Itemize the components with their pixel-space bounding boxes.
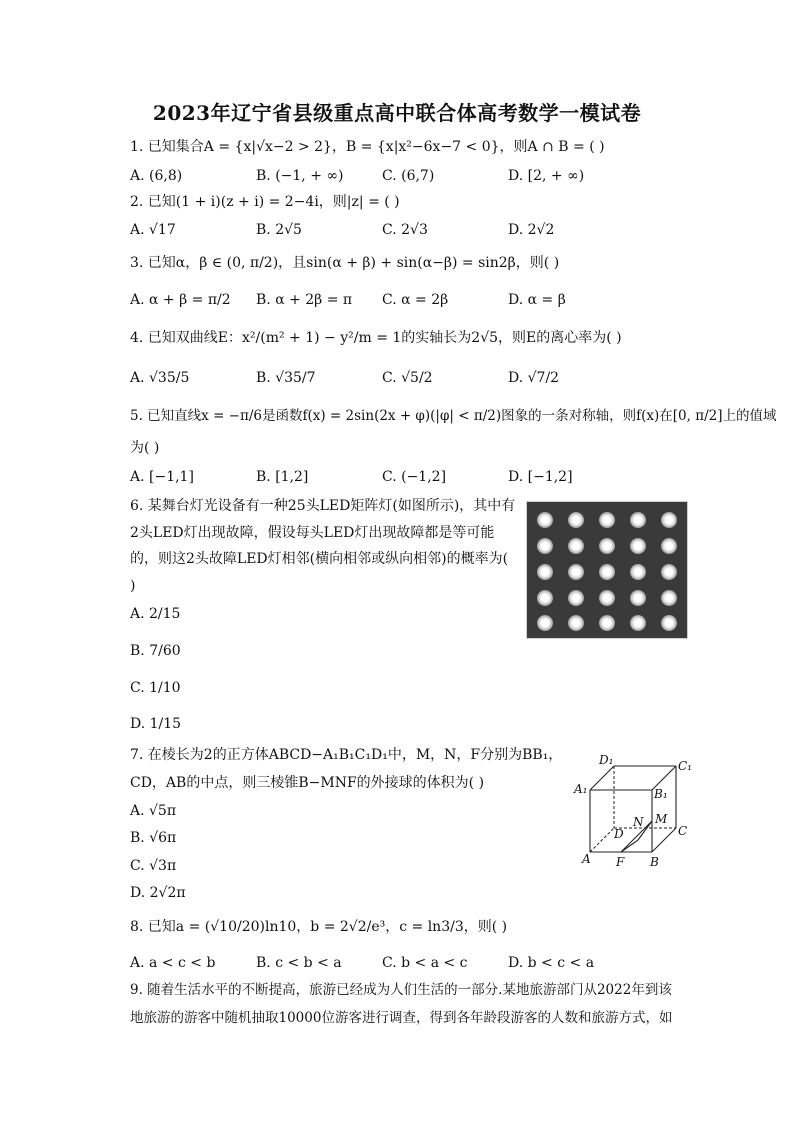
led-dot	[599, 538, 615, 554]
q5-option-b: B. [1,2]	[256, 469, 309, 485]
label-m: M	[655, 812, 668, 826]
led-dot	[599, 512, 615, 528]
led-dot	[568, 590, 584, 606]
q1-option-a: A. (6,8)	[130, 168, 183, 184]
q3-option-a: A. α + β = π/2	[130, 292, 231, 308]
question-5-stem-cont: 为( )	[130, 440, 160, 456]
question-7-stem-cont: CD，AB的中点，则三棱锥B−MNF的外接球的体积为( )	[130, 775, 485, 791]
led-dot	[661, 564, 677, 580]
q6-option-c: C. 1/10	[130, 680, 181, 696]
q7-option-c: C. √3π	[130, 858, 177, 874]
q4-option-d: D. √7/2	[508, 370, 560, 386]
q3-option-c: C. α = 2β	[382, 292, 449, 308]
led-dot	[661, 590, 677, 606]
led-dot	[537, 615, 553, 631]
label-n: N	[633, 815, 644, 829]
led-dot	[537, 538, 553, 554]
q6-option-b: B. 7/60	[130, 643, 181, 659]
led-dot	[568, 538, 584, 554]
q5-option-c: C. (−1,2]	[382, 469, 447, 485]
led-dot	[599, 590, 615, 606]
led-dot	[630, 538, 646, 554]
q1-option-d: D. [2, + ∞)	[508, 168, 585, 184]
led-dot	[630, 615, 646, 631]
led-dot	[630, 590, 646, 606]
q4-option-b: B. √35/7	[256, 370, 316, 386]
question-7-stem: 7. 在棱长为2的正方体ABCD−A₁B₁C₁D₁中，M，N，F分别为BB₁，	[130, 747, 563, 763]
led-dot	[568, 512, 584, 528]
led-dot	[568, 615, 584, 631]
led-dot	[661, 538, 677, 554]
led-dot	[630, 512, 646, 528]
led-dot	[630, 564, 646, 580]
question-8-stem: 8. 已知a = (√10/20)ln10，b = 2√2/e³，c = ln3/3，则( )	[130, 919, 508, 935]
q8-option-b: B. c < b < a	[256, 955, 342, 971]
led-dot	[537, 512, 553, 528]
question-9-stem-cont: 地旅游的游客中随机抽取10000位游客进行调查，得到各年龄段游客的人数和旅游方式，如	[130, 1010, 673, 1026]
led-matrix-photo	[526, 501, 688, 639]
label-a: A	[582, 852, 591, 866]
q5-option-a: A. [−1,1]	[130, 469, 194, 485]
q1-option-b: B. (−1, + ∞)	[256, 168, 344, 184]
led-dot	[537, 590, 553, 606]
question-6-stem: 6. 某舞台灯光设备有一种25头LED矩阵灯(如图所示)，其中有2头LED灯出现故障，假设每头LED灯出现故障都是等可能的，则这2头故障LED灯相邻(横向相邻或纵向相邻)的概率为( )	[130, 498, 516, 594]
led-dot	[661, 512, 677, 528]
q5-option-d: D. [−1,2]	[508, 469, 573, 485]
page-title: 2023年辽宁省县级重点高中联合体高考数学一模试卷	[152, 101, 642, 125]
question-2-stem: 2. 已知(1 + i)(z + i) = 2−4i，则|z| = ( )	[130, 194, 400, 210]
q8-option-c: C. b < a < c	[382, 955, 468, 971]
led-dot	[599, 564, 615, 580]
question-4-stem: 4. 已知双曲线E：x²/(m² + 1) − y²/m = 1的实轴长为2√5，则E的离心率为( )	[130, 330, 622, 346]
question-9-stem: 9. 随着生活水平的不断提高，旅游已经成为人们生活的一部分.某地旅游部门从2022年到该	[130, 982, 672, 998]
label-f: F	[616, 855, 625, 869]
question-1-stem: 1. 已知集合A = {x|√x−2 > 2}，B = {x|x²−6x−7 < 0}，则A ∩ B = ( )	[130, 139, 605, 155]
q4-option-c: C. √5/2	[382, 370, 433, 386]
q6-option-d: D. 1/15	[130, 716, 182, 732]
led-dot	[537, 564, 553, 580]
q2-option-b: B. 2√5	[256, 222, 302, 238]
q2-option-d: D. 2√2	[508, 222, 555, 238]
q2-option-c: C. 2√3	[382, 222, 428, 238]
q7-option-d: D. 2√2π	[130, 885, 186, 901]
q3-option-b: B. α + 2β = π	[256, 292, 353, 308]
q3-option-d: D. α = β	[508, 292, 566, 308]
label-a1: A₁	[574, 782, 588, 796]
q2-option-a: A. √17	[130, 222, 176, 238]
q7-option-a: A. √5π	[130, 803, 177, 819]
q7-option-b: B. √6π	[130, 830, 177, 846]
q8-option-d: D. b < c < a	[508, 955, 595, 971]
q6-option-a: A. 2/15	[130, 606, 181, 622]
q8-option-a: A. a < c < b	[130, 955, 216, 971]
label-c: C	[678, 824, 688, 838]
label-c1: C₁	[678, 759, 692, 773]
label-d: D	[614, 827, 624, 841]
led-dot	[661, 615, 677, 631]
question-3-stem: 3. 已知α，β ∈ (0, π/2)，且sin(α + β) + sin(α−β) = sin2β，则( )	[130, 255, 560, 271]
q1-option-c: C. (6,7)	[382, 168, 435, 184]
label-b: B	[650, 855, 659, 869]
label-d1: D₁	[599, 753, 614, 767]
q4-option-a: A. √35/5	[130, 370, 190, 386]
cube-diagram	[572, 748, 698, 872]
led-dot	[599, 615, 615, 631]
question-5-stem: 5. 已知直线x = −π/6是函数f(x) = 2sin(2x + φ)(|φ| < π/2)图象的一条对称轴，则f(x)在[0, π/2]上的值域	[130, 408, 777, 424]
label-b1: B₁	[654, 787, 668, 801]
led-dot	[568, 564, 584, 580]
